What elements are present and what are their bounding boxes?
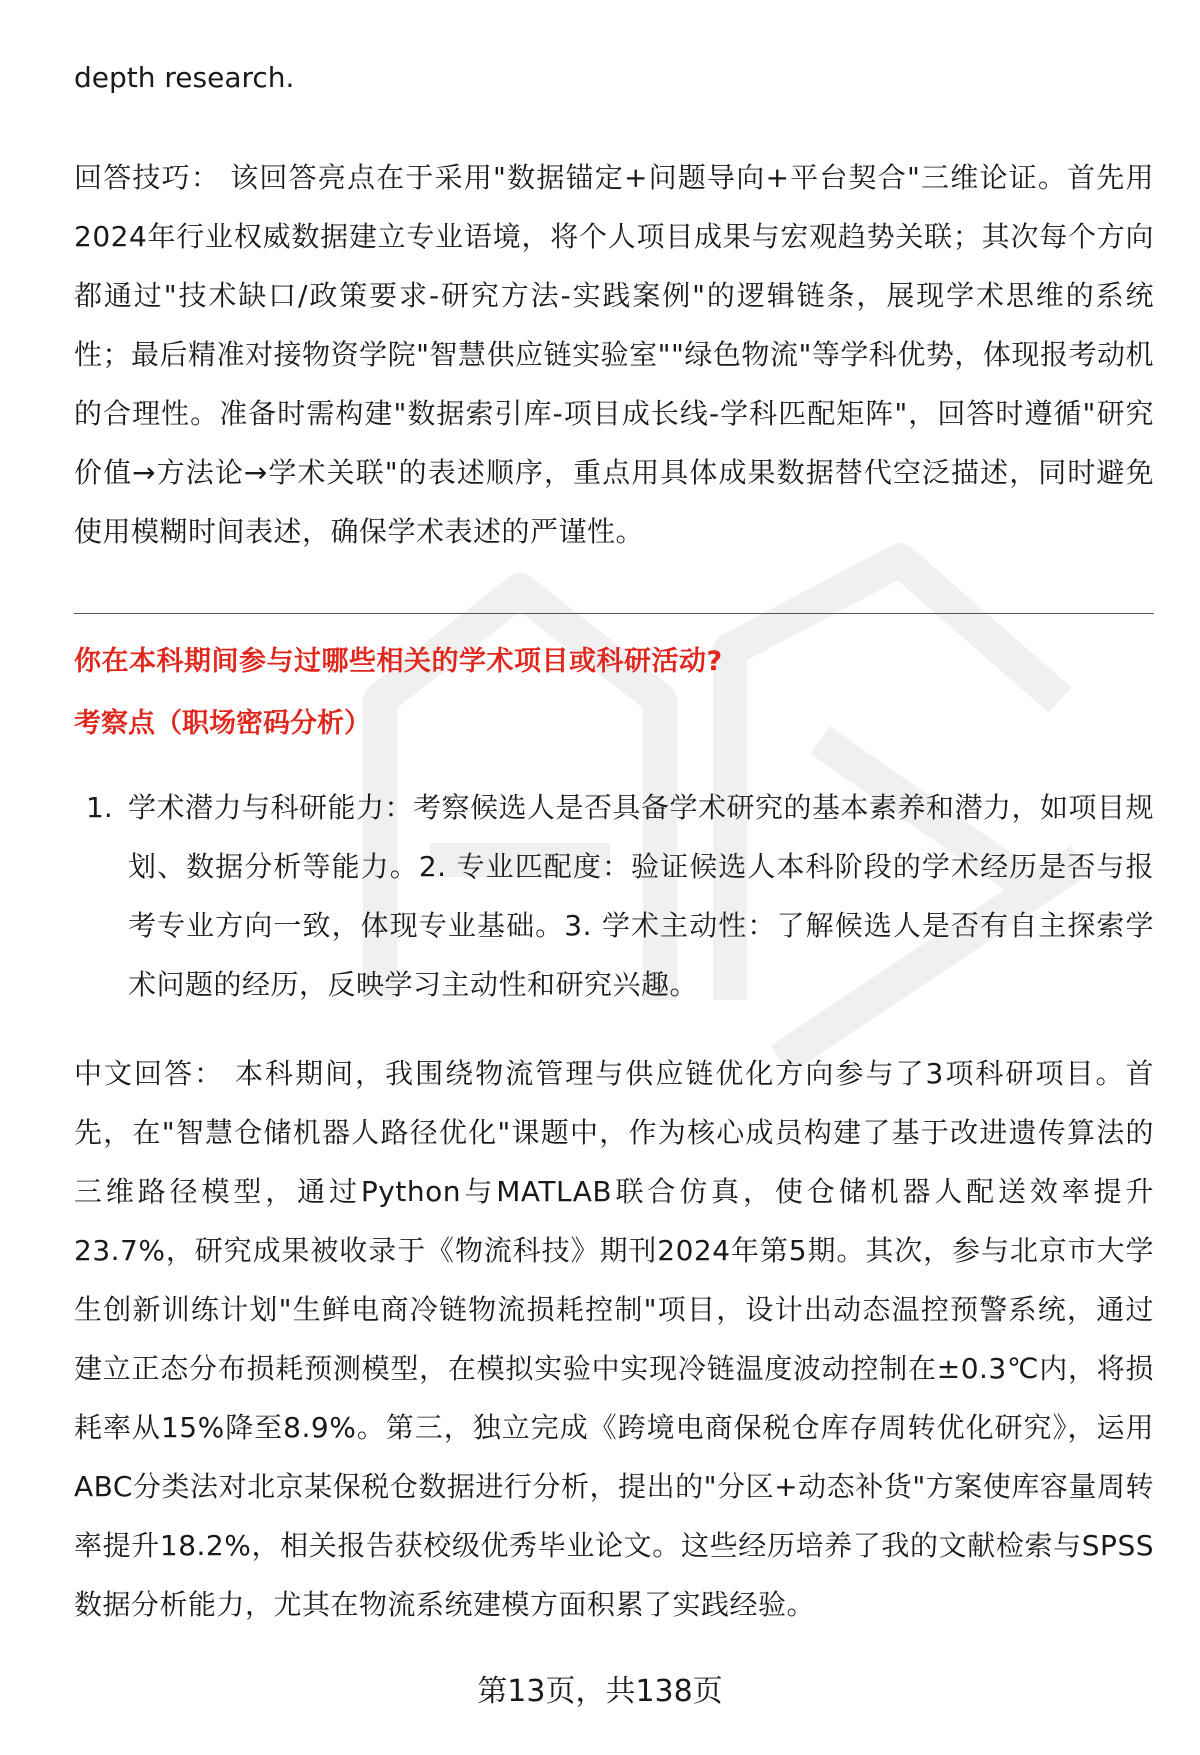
section-title: 考察点（职场密码分析） [74, 708, 371, 739]
ordered-list [74, 778, 1154, 1014]
page-footer: 第13页，共138页 [477, 1674, 723, 1709]
document-page [74, 40, 1154, 1634]
answer-paragraph: 中文回答： 本科期间，我围绕物流管理与供应链优化方向参与了3项科研项目。首先，在"智慧仓储机器人路径优化"课题中，作为核心成员构建了基于改进遗传算法的三维路径模型，通过Python与MATLAB联合仿真，使仓储机器人配送效率提升23.7%，研究成果被收录于《物流科技》期刊2024年第5期。其次，参与北京市大学生创新训练计划"生鲜电商冷链物流损耗控制"项目，设计出动态温控预警系统，通过建立正态分布损耗预测模型，在模拟实验中实现冷链温度波动控制在±0.3℃内，将损耗率从15%降至8.9%。第三，独立完成《跨境电商保税仓库存周转优化研究》，运用ABC分类法对北京某保税仓数据进行分析，提出的"分区+动态补货"方案使库容量周转率提升18.2%，相关报告获校级优秀毕业论文。这些经历培养了我的文献检索与SPSS数据分析能力，尤其在物流系统建模方面积累了实践经验。 [74, 1057, 1154, 1621]
question-heading: 你在本科期间参与过哪些相关的学术项目或科研活动? [74, 646, 723, 677]
list-item-number: 1. [86, 791, 113, 824]
list-item-text: 学术潜力与科研能力：考察候选人是否具备学术研究的基本素养和潜力，如项目规划、数据分析等能力。2. 专业匹配度：验证候选人本科阶段的学术经历是否与报考专业方向一致，体现专业基础。3. 学术主动性：了解候选人是否有自主探索学术问题的经历，反映学习主动性和研究兴趣。 [128, 791, 1155, 1001]
tips-paragraph: 回答技巧： 该回答亮点在于采用"数据锚定+问题导向+平台契合"三维论证。首先用2024年行业权威数据建立专业语境，将个人项目成果与宏观趋势关联；其次每个方向都通过"技术缺口/政策要求-研究方法-实践案例"的逻辑链条，展现学术思维的系统性；最后精准对接物资学院"智慧供应链实验室""绿色物流"等学科优势，体现报考动机的合理性。准备时需构建"数据索引库-项目成长线-学科匹配矩阵"，回答时遵循"研究价值→方法论→学术关联"的表述顺序，重点用具体成果数据替代空泛描述，同时避免使用模糊时间表述，确保学术表述的严谨性。 [74, 161, 1154, 548]
section-divider [74, 613, 1154, 614]
lead-text: depth research. [74, 61, 295, 94]
